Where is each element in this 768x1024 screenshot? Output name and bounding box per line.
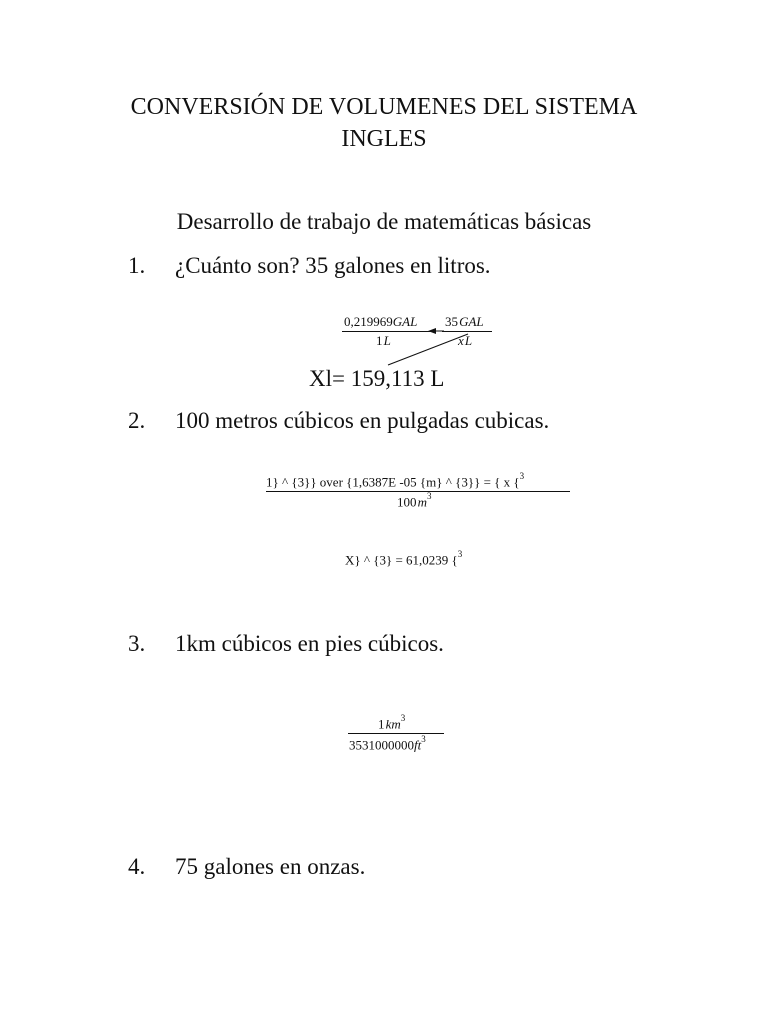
eq1-right-num-value: 35 <box>445 314 458 329</box>
document-subtitle: Desarrollo de trabajo de matemáticas básicas <box>176 209 592 234</box>
eq2-fraction-bar <box>266 491 570 492</box>
cross-multiply-arrows <box>340 314 500 374</box>
eq1-right-den-value: x <box>458 333 464 348</box>
equation-2 <box>260 469 580 513</box>
eq3-den-unit: ft <box>414 737 422 753</box>
title-line-1: CONVERSIÓN DE VOLUMENES DEL SISTEMA <box>130 94 638 120</box>
eq1-result: Xl= 159,113 L <box>309 366 445 391</box>
eq3-num-sup: 3 <box>400 713 406 723</box>
eq2-den-unit: m <box>417 494 427 510</box>
eq2-den-value: 100 <box>397 494 417 510</box>
item-text: 100 metros cúbicos en pulgadas cubicas. <box>175 408 550 433</box>
item-number: 4. <box>128 854 146 879</box>
eq2-denominator <box>397 493 431 510</box>
eq1-left-den-unit: L <box>383 333 391 348</box>
eq1-left-num-unit: GAL <box>392 314 418 329</box>
eq1-right-den-unit: L <box>464 333 473 348</box>
eq3-numerator <box>378 715 405 732</box>
eq3-den-value: 3531000000 <box>349 737 414 753</box>
eq2-numerator <box>266 473 524 490</box>
eq3-num-unit: km <box>385 716 401 732</box>
eq1-left-den-value: 1 <box>376 333 383 348</box>
eq3-num-value: 1 <box>378 716 385 732</box>
document-title <box>0 91 768 155</box>
equation-1 <box>340 314 500 354</box>
eq1-left-num-value: 0,219969 <box>344 314 393 329</box>
item-number: 2. <box>128 408 146 433</box>
item-text: 1km cúbicos en pies cúbicos. <box>175 631 444 656</box>
item-text: 75 galones en onzas. <box>175 854 366 879</box>
eq2-num-text: 1} ^ {3}} over {1,6387E -05 {m} ^ {3}} = { x { <box>266 474 520 490</box>
eq3-fraction-bar <box>348 733 444 734</box>
eq3-denominator <box>349 736 426 753</box>
eq2-den-sup: 3 <box>426 491 432 501</box>
item-number: 3. <box>128 631 146 656</box>
eq3-den-sup: 3 <box>421 734 426 744</box>
item-text: ¿Cuánto son? 35 galones en litros. <box>175 253 491 278</box>
title-line-2: INGLES <box>341 126 427 152</box>
eq2-result <box>345 551 462 568</box>
item-number: 1. <box>128 253 146 278</box>
eq2-result-text: X} ^ {3} = 61,0239 { <box>345 552 458 568</box>
eq1-right-num-unit: GAL <box>459 314 484 329</box>
eq2-result-sup: 3 <box>457 549 463 559</box>
eq2-num-sup: 3 <box>519 471 525 481</box>
equation-3 <box>345 710 455 754</box>
